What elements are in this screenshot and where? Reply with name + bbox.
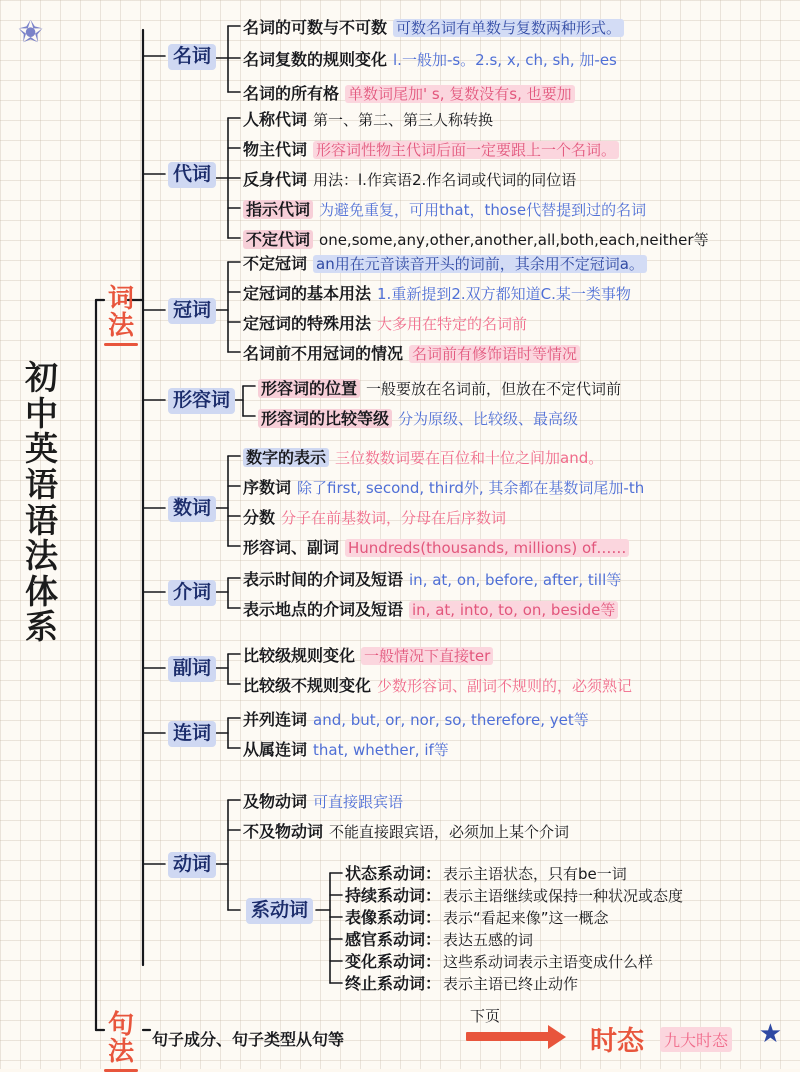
row-key: 感官系动词： — [345, 930, 442, 949]
list-item — [243, 448, 603, 467]
list-item — [243, 84, 575, 103]
row-value: in, at, into, to, on, beside等 — [409, 601, 618, 619]
row-key: 数字的表示 — [243, 448, 329, 467]
list-item — [345, 886, 683, 905]
list-item — [243, 538, 629, 557]
list-item — [243, 710, 589, 729]
row-value: 三位数数词要在百位和十位之间加and。 — [335, 449, 604, 467]
row-value: 一般要放在名词前，但放在不定代词前 — [366, 380, 622, 398]
row-value: 大多用在特定的名词前 — [377, 315, 528, 333]
list-item — [243, 676, 632, 695]
row-value: 分为原级、比较级、最高级 — [398, 410, 579, 428]
row-value: 单数词尾加' s, 复数没有s, 也要加 — [345, 85, 575, 103]
row-value: 这些系动词表示主语变成什么样 — [443, 953, 654, 971]
category-chip-preposition[interactable]: 介词 — [168, 580, 216, 606]
row-key: 从属连词 — [243, 740, 308, 759]
list-item — [258, 409, 578, 428]
category-chip-article[interactable]: 冠词 — [168, 298, 216, 324]
row-key: 比较级规则变化 — [243, 646, 356, 665]
row-value: 表示主语状态，只有be一词 — [443, 865, 627, 883]
list-item — [243, 740, 449, 759]
list-item — [243, 508, 506, 527]
row-key: 表示地点的介词及短语 — [243, 600, 404, 619]
category-chip-adjective[interactable]: 形容词 — [168, 388, 235, 414]
row-key: 人称代词 — [243, 110, 308, 129]
list-item — [243, 18, 624, 37]
row-value: 第一、第二、第三人称转换 — [313, 111, 494, 129]
list-item — [243, 314, 527, 333]
star-decoration-icon: ✬ — [18, 15, 44, 50]
page-title: 初中英语语法体系 — [25, 358, 59, 647]
row-value: an用在元音读音开头的词前，其余用不定冠词a。 — [313, 255, 647, 273]
category-chip-adverb[interactable]: 副词 — [168, 656, 216, 682]
list-item — [243, 822, 569, 841]
list-item — [243, 570, 621, 589]
row-value: 名词前有修饰语时等情况 — [409, 345, 580, 363]
list-item — [243, 254, 647, 273]
row-value: in, at, on, before, after, till等 — [409, 571, 622, 589]
row-key: 分数 — [243, 508, 276, 527]
list-item — [243, 50, 617, 69]
list-item — [345, 974, 578, 993]
list-item — [243, 140, 619, 159]
list-item — [345, 930, 533, 949]
row-value: 分子在前基数词，分母在后序数词 — [281, 509, 507, 527]
row-key: 定冠词的特殊用法 — [243, 314, 372, 333]
row-value: Hundreds(thousands, millions) of…… — [345, 539, 629, 557]
list-item — [345, 864, 627, 883]
row-value: 可直接跟宾语 — [313, 793, 404, 811]
row-key: 名词的所有格 — [243, 84, 340, 103]
tense-label[interactable]: 时态 — [590, 1026, 644, 1057]
row-key: 形容词、副词 — [243, 538, 340, 557]
category-chip-linking-verb[interactable]: 系动词 — [246, 898, 313, 924]
row-key: 并列连词 — [243, 710, 308, 729]
row-key: 反身代词 — [243, 170, 308, 189]
row-value: 少数形容词、副词不规则的，必须熟记 — [377, 677, 633, 695]
arrow-right-icon — [466, 1025, 576, 1049]
category-chip-numeral[interactable]: 数词 — [168, 496, 216, 522]
row-value: 除了first, second, third外, 其余都在基数词尾加-th — [297, 479, 645, 497]
row-key: 不定代词 — [243, 230, 313, 249]
row-key: 定冠词的基本用法 — [243, 284, 372, 303]
category-chip-noun[interactable]: 名词 — [168, 44, 216, 70]
row-key: 表像系动词： — [345, 908, 442, 927]
list-item — [243, 170, 576, 189]
row-value: 为避免重复，可用that，those代替提到过的名词 — [319, 201, 647, 219]
row-key: 及物动词 — [243, 792, 308, 811]
row-value: and, but, or, nor, so, therefore, yet等 — [313, 711, 589, 729]
row-key: 比较级不规则变化 — [243, 676, 372, 695]
list-item — [258, 379, 621, 398]
row-key: 终止系动词： — [345, 974, 442, 993]
row-key: 不定冠词 — [243, 254, 308, 273]
row-value: 表达五感的词 — [443, 931, 534, 949]
list-item — [243, 284, 631, 303]
row-key: 不及物动词 — [243, 822, 324, 841]
row-key: 序数词 — [243, 478, 292, 497]
list-item — [243, 646, 493, 665]
category-chip-verb[interactable]: 动词 — [168, 852, 216, 878]
row-key: 名词前不用冠词的情况 — [243, 344, 404, 363]
list-item — [345, 908, 609, 927]
row-key: 形容词的比较等级 — [258, 409, 392, 428]
row-value: 形容词性物主代词后面一定要跟上一个名词。 — [313, 141, 619, 159]
row-value: l.一般加-s。2.s, x, ch, sh, 加-es — [393, 51, 617, 69]
row-key: 状态系动词： — [345, 864, 442, 883]
row-value: one,some,any,other,another,all,both,each,neither等 — [319, 231, 709, 249]
row-value: 一般情况下直接ter — [361, 647, 493, 665]
list-item — [345, 952, 653, 971]
list-item — [243, 110, 493, 129]
star-decoration-bottom-icon: ★ — [758, 1019, 782, 1049]
list-item — [243, 600, 618, 619]
row-value: that, whether, if等 — [313, 741, 449, 759]
row-key: 变化系动词： — [345, 952, 442, 971]
row-key: 表示时间的介词及短语 — [243, 570, 404, 589]
list-item — [243, 200, 646, 219]
row-value: 表示“看起来像”这一概念 — [443, 909, 609, 927]
category-chip-pronoun[interactable]: 代词 — [168, 162, 216, 188]
list-item — [243, 478, 644, 497]
next-page-label: 下页 — [470, 1007, 501, 1025]
row-key: 名词的可数与不可数 — [243, 18, 388, 37]
row-value: 1.重新提到2.双方都知道C.某一类事物 — [377, 285, 631, 303]
row-value: 表示主语已终止动作 — [443, 975, 579, 993]
row-value: 不能直接跟宾语，必须加上某个介词 — [329, 823, 570, 841]
tense-note: 九大时态 — [660, 1027, 732, 1052]
row-key: 物主代词 — [243, 140, 308, 159]
row-key: 形容词的位置 — [258, 379, 360, 398]
row-key: 句子成分、句子类型从句等 — [152, 1030, 345, 1049]
row-value: 可数名词有单数与复数两种形式。 — [393, 19, 624, 37]
category-chip-conjunction[interactable]: 连词 — [168, 721, 216, 747]
branch-label-jufa: 句法 — [107, 1010, 134, 1068]
branch-label-cifa: 词法 — [107, 284, 134, 342]
row-key: 指示代词 — [243, 200, 313, 219]
cifa-underline — [104, 343, 138, 346]
row-key: 持续系动词： — [345, 886, 442, 905]
row-key: 名词复数的规则变化 — [243, 50, 388, 69]
jufa-detail — [152, 1030, 344, 1049]
list-item — [243, 230, 709, 249]
list-item — [243, 344, 580, 363]
list-item — [243, 792, 403, 811]
row-value: 表示主语继续或保持一种状况或态度 — [443, 887, 684, 905]
row-value: 用法：l.作宾语2.作名词或代词的同位语 — [313, 171, 577, 189]
